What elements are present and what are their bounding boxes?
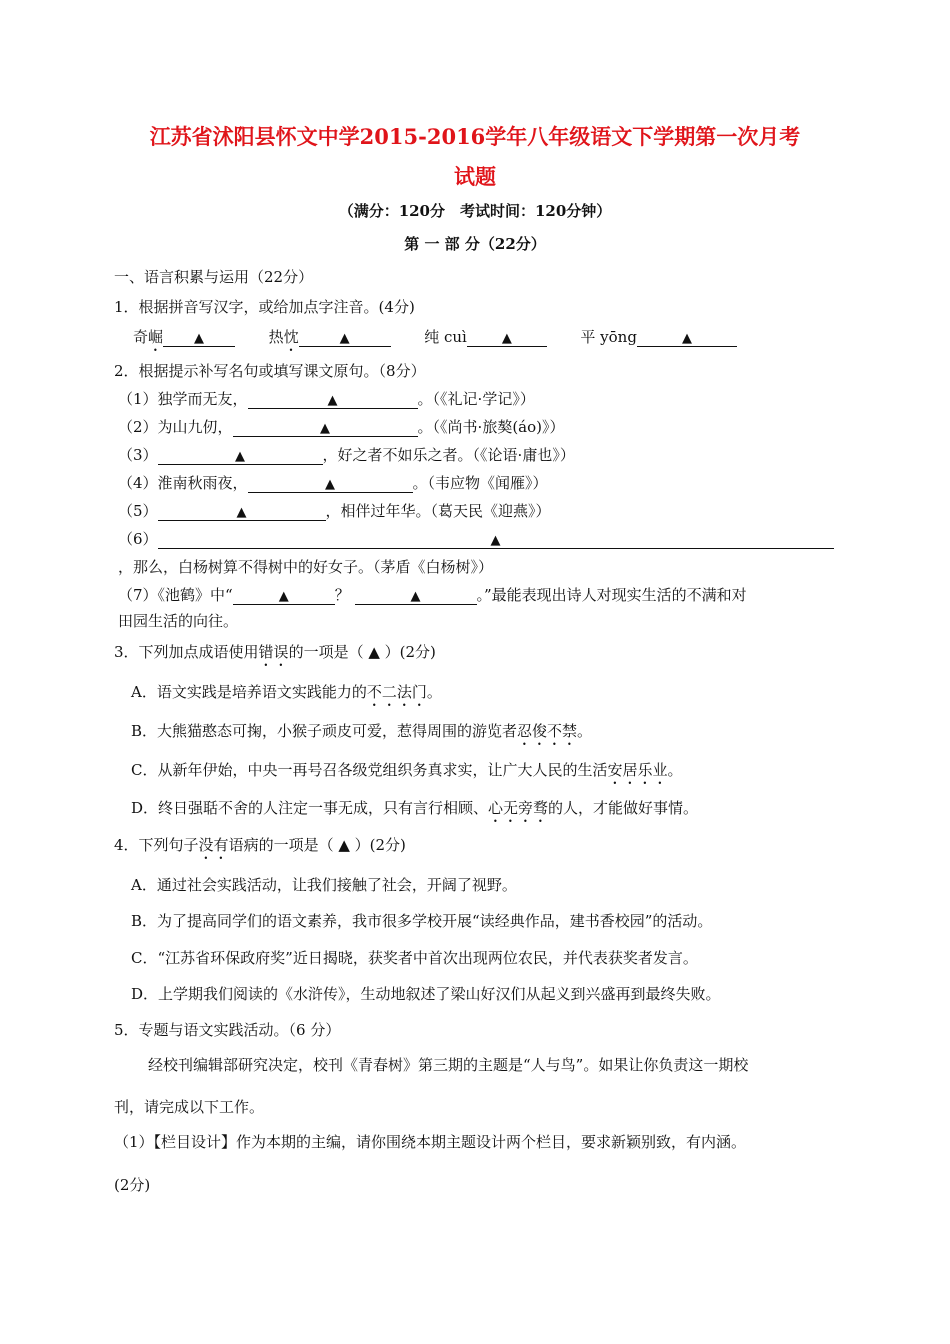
q1-item-4: 平 yōng [580,328,637,346]
q3-option-c: C．从新年伊始，中央一再号召各级党组织务真求实，让广大人民的生活安居乐业。 [131,761,683,779]
q4-option-d: D．上学期我们阅读的《水浒传》，生动地叙述了梁山好汉们从起义到兴盛再到最终失败。 [131,985,721,1003]
answer-blank[interactable]: ▲ [233,587,335,605]
q2-line-3: （3） ▲ ，好之者不如乐之者。（《论语·庸也》） [118,446,575,464]
answer-blank[interactable]: ▲ [637,329,737,347]
section-heading: 一、语言积累与运用（22分） [114,268,314,286]
answer-blank[interactable]: ▲ [163,329,235,347]
exam-info: （满分：120分 考试时间：120分钟） [338,202,612,220]
q2-line-4: （4）淮南秋雨夜， ▲ 。（韦应物《闻雁》） [118,474,548,492]
q2-line-6: （6） ▲ [118,528,834,550]
q3-option-d: D．终日强聒不舍的人注定一事无成，只有言行相顾、心无旁骛的人，才能做好事情。 [131,799,699,817]
answer-blank[interactable]: ▲ [299,329,391,347]
q2-line-7: （7）《池鹤》中“ ▲ ？ ▲ 。”最能表现出诗人对现实生活的不满和对 [118,586,747,604]
exam-title-line1: 江苏省沭阳县怀文中学2015-2016学年八年级语文下学期第一次月考 [149,124,801,149]
q5-paragraph-line2: 刊，请完成以下工作。 [114,1098,265,1116]
q3-prompt: 3．下列加点成语使用错误的一项是（ ▲ ）(2分) [114,643,436,661]
answer-blank[interactable]: ▲ [355,587,477,605]
q2-prompt: 2．根据提示补写名句或填写课文原句。（8分） [114,362,426,380]
q2-line-2: （2）为山九仞， ▲ 。（《尚书·旅獒(áo)》） [118,418,565,436]
answer-blank[interactable]: ▲ [158,531,834,549]
q5-paragraph-line1: 经校刊编辑部研究决定，校刊《青春树》第三期的主题是“人与鸟”。如果让你负责这一期校 [148,1056,749,1074]
q3-option-a: A．语文实践是培养语文实践能力的不二法门。 [131,683,442,701]
q1-item-3: 纯 cuì [424,328,467,346]
q3-option-b: B．大熊猫憨态可掬，小猴子顽皮可爱，惹得周围的游览者忍俊不禁。 [131,722,593,740]
q1-item-1: 奇崛 [133,328,164,346]
q2-line-6-continued: ，那么，白杨树算不得树中的好女子。（茅盾《白杨树》） [118,558,494,576]
answer-blank[interactable]: ▲ [467,329,547,347]
answer-blank[interactable]: ▲ [248,475,413,493]
part-heading: 第 一 部 分（22分） [404,235,546,253]
q1-items [133,326,737,355]
q5-subquestion-1: （1）【栏目设计】作为本期的主编，请你围绕本期主题设计两个栏目，要求新颖别致，有内涵。 [114,1133,747,1151]
q4-option-b: B．为了提高同学们的语文素养，我市很多学校开展“读经典作品，建书香校园”的活动。 [131,912,713,930]
q1-prompt: 1．根据拼音写汉字，或给加点字注音。(4分) [114,298,415,316]
q5-subquestion-1-score: (2分) [114,1176,151,1194]
answer-blank[interactable]: ▲ [233,419,418,437]
q2-line-7-continued: 田园生活的向往。 [118,612,239,630]
exam-title-line2: 试题 [454,164,496,189]
answer-blank[interactable]: ▲ [158,447,323,465]
q4-prompt: 4．下列句子没有语病的一项是（ ▲ ）(2分) [114,836,406,854]
answer-blank[interactable]: ▲ [158,503,326,521]
q2-line-1: （1）独学而无友， ▲ 。（《礼记·学记》） [118,390,535,408]
q1-item-2: 热忱 [268,328,299,346]
q5-prompt: 5．专题与语文实践活动。（6 分） [114,1021,341,1039]
answer-blank[interactable]: ▲ [248,391,418,409]
q2-line-5: （5） ▲ ，相伴过年华。（葛天民《迎燕》） [118,502,551,520]
q4-option-c: C．“江苏省环保政府奖”近日揭晓，获奖者中首次出现两位农民，并代表获奖者发言。 [131,949,698,967]
q4-option-a: A．通过社会实践活动，让我们接触了社会，开阔了视野。 [131,876,517,894]
